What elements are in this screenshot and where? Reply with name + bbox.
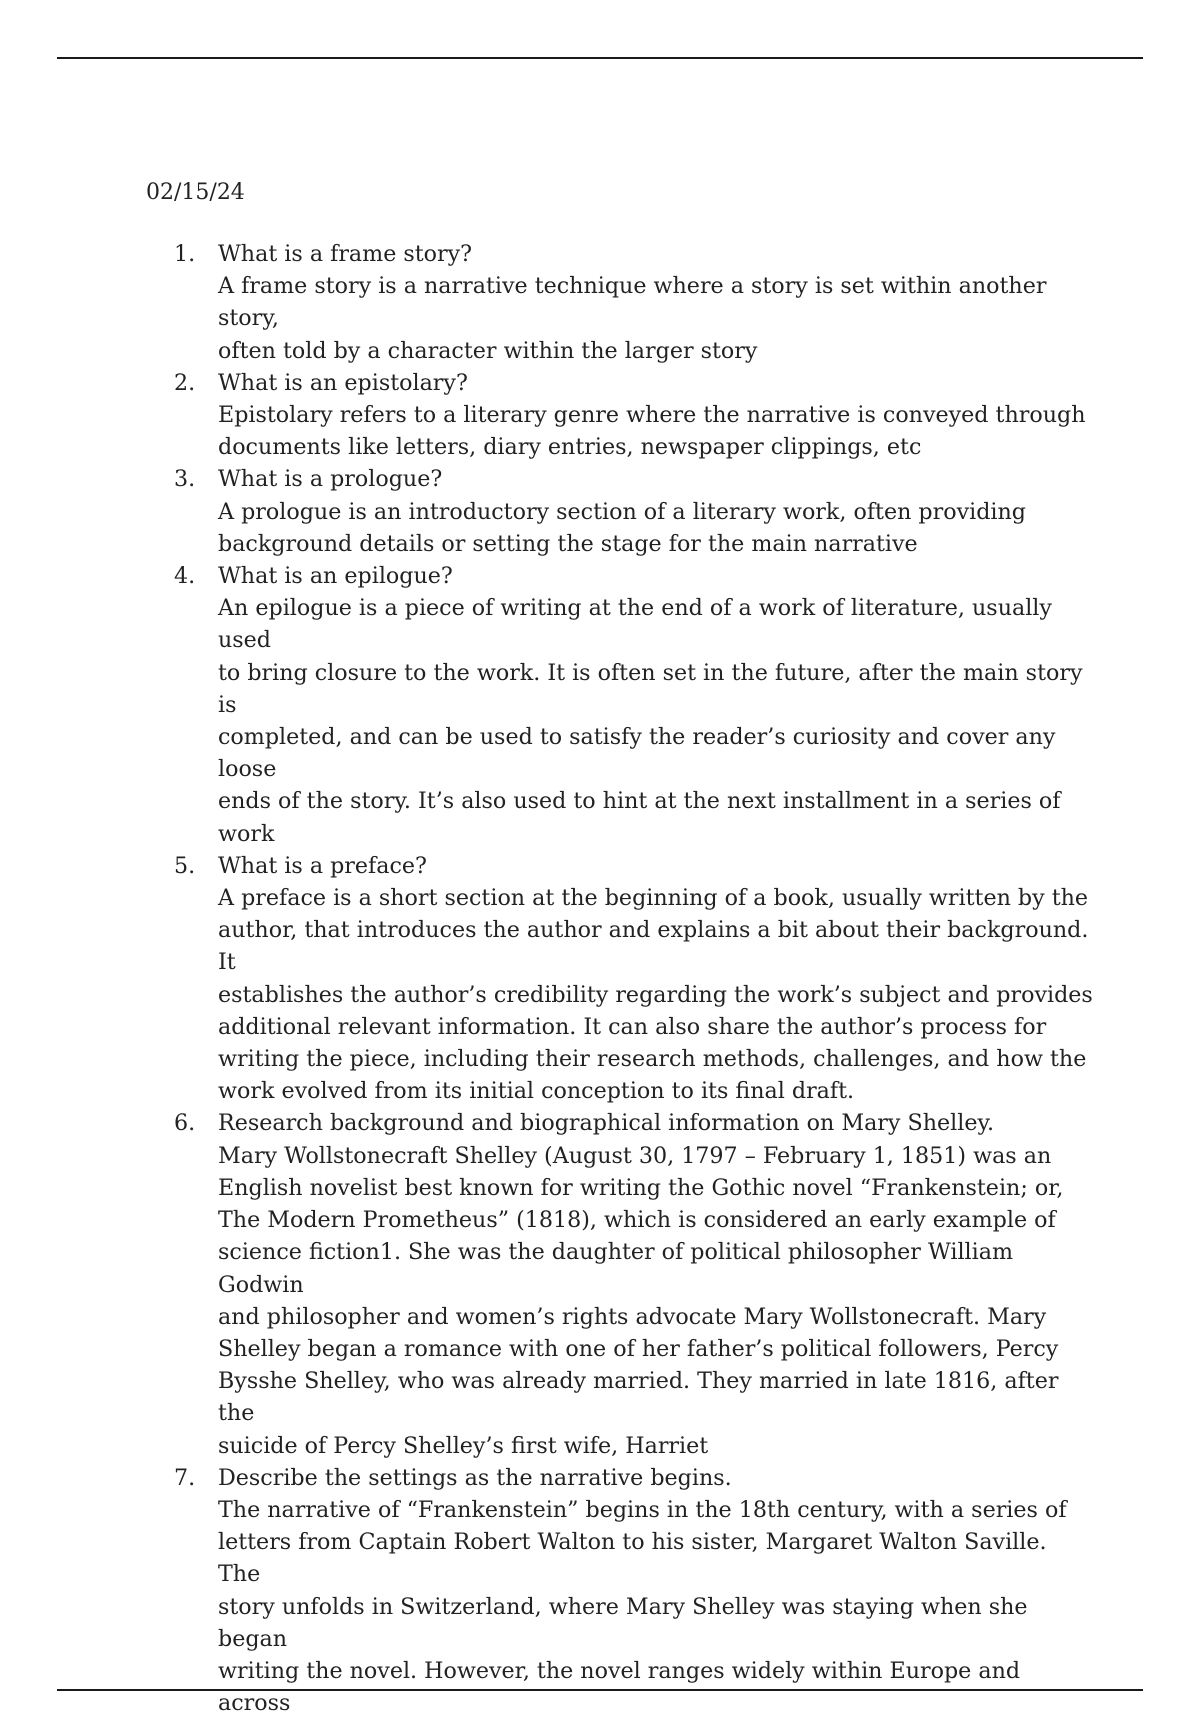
question-text: Describe the settings as the narrative begins. — [218, 1464, 732, 1491]
document-date: 02/15/24 — [146, 180, 245, 205]
answer-text: A preface is a short section at the beginning of a book, usually written by the author, that introduces the author and explains a bit about their background. It establishes the author’s credibility regarding the work’s subject and provides additional relevant information. It can also share the author’s process for writing the piece, including their research methods, challenges, and how the work evolved from its initial conception to its final draft. — [218, 885, 1093, 1105]
top-rule — [57, 57, 1143, 59]
bottom-rule — [57, 1689, 1143, 1691]
item-number: 2. — [174, 369, 196, 396]
list-item — [174, 1107, 1094, 1461]
answer-text: Epistolary refers to a literary genre where the narrative is conveyed through documents like letters, diary entries, newspaper clippings, etc — [218, 402, 1086, 461]
item-number: 6. — [174, 1110, 196, 1137]
list-item — [174, 850, 1094, 1108]
answer-text: The narrative of “Frankenstein” begins in the 18th century, with a series of letters from Captain Robert Walton to his sister, Margaret Walton Saville. The story unfolds in Switzerland, where Mary Shelley was staying when she began writing the novel. However, the novel ranges widely within Europe and across — [218, 1496, 1067, 1717]
list-item — [174, 560, 1094, 850]
question-text: What is a preface? — [218, 852, 427, 879]
item-number: 4. — [174, 563, 196, 590]
question-text: What is a prologue? — [218, 466, 443, 493]
list-item — [174, 1462, 1094, 1719]
item-number: 5. — [174, 852, 196, 879]
question-list — [174, 238, 1094, 1719]
item-number: 1. — [174, 241, 196, 267]
answer-text: An epilogue is a piece of writing at the end of a work of literature, usually used to bring closure to the work. It is often set in the future, after the main story is completed, and can be used to satisfy the reader’s curiosity and cover any loose ends of the story. It’s also used to hint at the next installment in a series of work — [218, 595, 1083, 847]
list-item — [174, 463, 1094, 560]
question-text: What is an epilogue? — [218, 563, 453, 590]
answer-text: A frame story is a narrative technique where a story is set within another story, often told by a character within the larger story — [218, 273, 1047, 364]
question-text: Research background and biographical information on Mary Shelley. — [218, 1110, 995, 1137]
list-item — [174, 367, 1094, 464]
item-number: 3. — [174, 466, 196, 493]
question-text: What is an epistolary? — [218, 369, 468, 396]
answer-text: A prologue is an introductory section of a literary work, often providing background details or setting the stage for the main narrative — [218, 498, 1027, 557]
item-number: 7. — [174, 1464, 196, 1491]
list-item — [174, 238, 1094, 367]
answer-text: Mary Wollstonecraft Shelley (August 30, 1797 – February 1, 1851) was an English novelist best known for writing the Gothic novel “Frankenstein; or, The Modern Prometheus” (1818), which is considered an early example of science fiction1. She was the daughter of political philosopher William Godwin and philosopher and women’s rights advocate Mary Wollstonecraft. Mary Shelley began a romance with one of her father’s political followers, Percy Bysshe Shelley, who was already married. They married in late 1816, after the suicide of Percy Shelley’s first wife, Harriet — [218, 1142, 1064, 1459]
question-text: What is a frame story? — [218, 241, 473, 267]
